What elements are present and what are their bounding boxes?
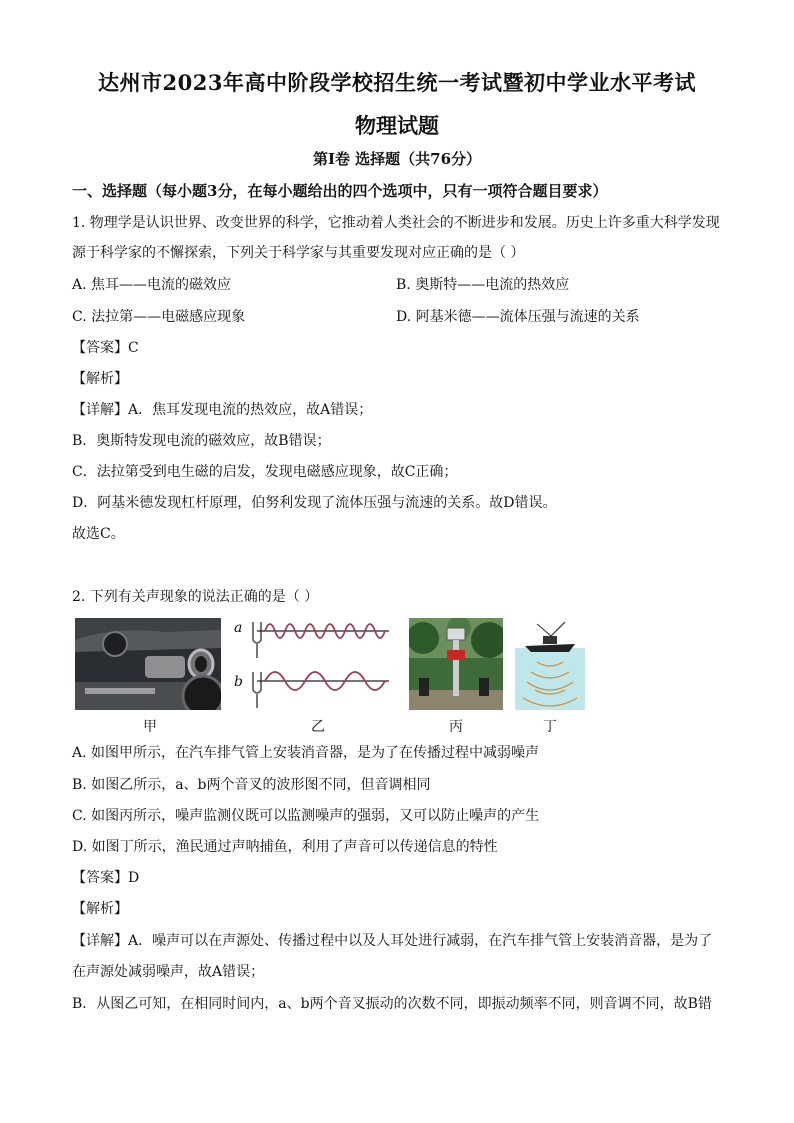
q2-stem: 2. 下列有关声现象的说法正确的是（ ） bbox=[72, 589, 319, 605]
q1-conclusion: 故选C。 bbox=[72, 526, 125, 542]
fig-caption-bing: 丙 bbox=[449, 719, 463, 735]
fig-caption-ding: 丁 bbox=[543, 719, 557, 735]
fork-label-b: b bbox=[234, 674, 243, 690]
fork-label-a: a bbox=[234, 620, 243, 636]
q2-option-b: B. 如图乙所示，a、b两个音叉的波形图不同，但音调相同 bbox=[72, 777, 431, 793]
q1-option-c: C. 法拉第——电磁感应现象 bbox=[72, 309, 246, 325]
noise-monitor-photo bbox=[409, 618, 503, 710]
q1-detail-2: B．奥斯特发现电流的磁效应，故B错误； bbox=[72, 433, 331, 449]
q1-stem-line2: 源于科学家的不懈探索，下列关于科学家与其重要发现对应正确的是（ ） bbox=[72, 245, 525, 261]
q2-answer: 【答案】D bbox=[72, 870, 140, 886]
q2-detail-2: B．从图乙可知，在相同时间内，a、b两个音叉振动的次数不同，即振动频率不同，则音调不同，故B错 bbox=[72, 996, 712, 1012]
part-heading: 第Ⅰ卷 选择题（共76分） bbox=[312, 150, 482, 168]
q2-analysis-label: 【解析】 bbox=[72, 901, 128, 917]
exam-subtitle: 物理试题 bbox=[355, 113, 439, 138]
tuning-fork-waveforms bbox=[231, 618, 391, 710]
q2-figures bbox=[75, 618, 595, 738]
q2-option-a: A. 如图甲所示，在汽车排气管上安装消音器，是为了在传播过程中减弱噪声 bbox=[72, 745, 540, 761]
q1-stem-line1: 1. 物理学是认识世界、改变世界的科学，它推动着人类社会的不断进步和发展。历史上许多重大科学发现 bbox=[72, 215, 720, 231]
q1-option-a: A. 焦耳——电流的磁效应 bbox=[72, 277, 232, 293]
section-heading: 一、选择题（每小题3分，在每小题给出的四个选项中，只有一项符合题目要求） bbox=[72, 182, 608, 200]
q1-option-d: D. 阿基米德——流体压强与流速的关系 bbox=[396, 309, 640, 325]
q1-detail-1: 【详解】A．焦耳发现电流的热效应，故A错误； bbox=[72, 402, 373, 418]
q2-option-c: C. 如图丙所示，噪声监测仪既可以监测噪声的强弱，又可以防止噪声的产生 bbox=[72, 808, 540, 824]
fig-caption-yi: 乙 bbox=[311, 719, 325, 735]
q2-detail-1b: 在声源处减弱噪声，故A错误； bbox=[72, 964, 265, 980]
sonar-fishing-illustration bbox=[515, 618, 585, 710]
q1-answer: 【答案】C bbox=[72, 340, 139, 356]
exam-title: 达州市2023年高中阶段学校招生统一考试暨初中学业水平考试 bbox=[98, 70, 696, 95]
q1-analysis-label: 【解析】 bbox=[72, 371, 128, 387]
q1-detail-3: C．法拉第受到电生磁的启发，发现电磁感应现象，故C正确； bbox=[72, 464, 458, 480]
exhaust-pipe-photo bbox=[75, 618, 221, 710]
q2-detail-1a: 【详解】A．噪声可以在声源处、传播过程中以及人耳处进行减弱，在汽车排气管上安装消音器，是为了 bbox=[72, 933, 713, 949]
q2-option-d: D. 如图丁所示，渔民通过声呐捕鱼，利用了声音可以传递信息的特性 bbox=[72, 839, 498, 855]
q1-detail-4: D．阿基米德发现杠杆原理，伯努利发现了流体压强与流速的关系。故D错误。 bbox=[72, 495, 557, 511]
q1-option-b: B. 奥斯特——电流的热效应 bbox=[396, 277, 570, 293]
fig-caption-jia: 甲 bbox=[143, 719, 157, 735]
